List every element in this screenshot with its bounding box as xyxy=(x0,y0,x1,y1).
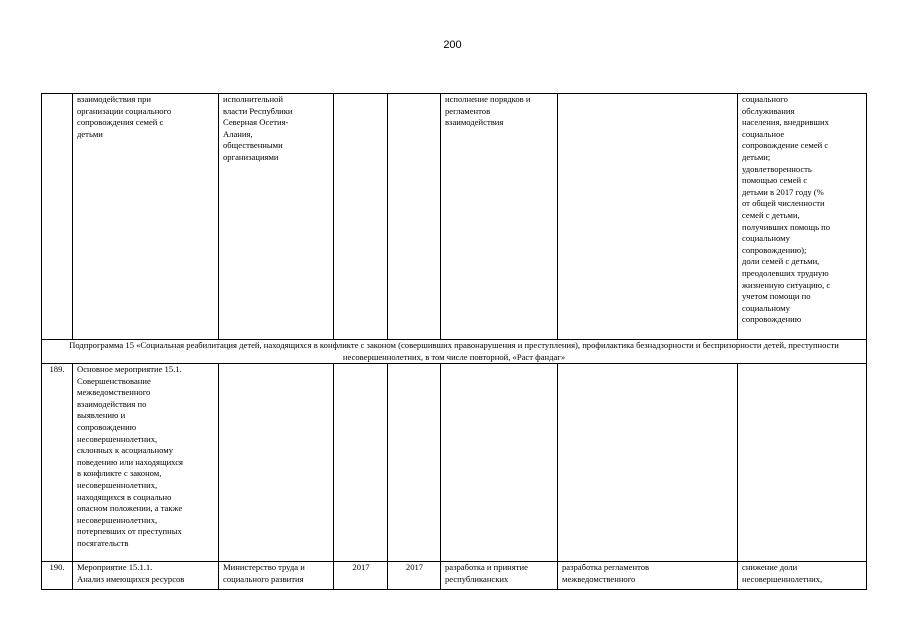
result-cell xyxy=(441,364,558,562)
indicator-cell: социального обслуживания населения, внедривших социальное сопровождение семей с детьми; удовлетворенность помощью семей с детьми в 2017 году (% от общей численности семей с детьми, получивших помощь по социальному сопровождению); доли семей с детьми, преодолевших трудную жизненную ситуацию, с учетом помощи по социальному сопровождению xyxy=(738,94,867,340)
row-number: 190. xyxy=(42,562,73,590)
activity-cell: Основное мероприятие 15.1. Совершенствование межведомственного взаимодействия по выявлению и сопровождению несовершеннолетних, склонных к асоциальному поведению или находящихся в конфликте с законом, несовершеннолетних, находящихся в социально опасном положении, а также несовершеннолетних, потерпевших от преступных посягательств xyxy=(73,364,219,562)
subprogram-row xyxy=(42,340,867,364)
year-start-cell xyxy=(334,364,388,562)
year-end-cell xyxy=(388,94,441,340)
activity-cell: взаимодействия при организации социального сопровождения семей с детьми xyxy=(73,94,219,340)
indicator-cell: снижение доли несовершеннолетних, xyxy=(738,562,867,590)
consequences-cell xyxy=(558,94,738,340)
subprogram-title: Подпрограмма 15 «Социальная реабилитация детей, находящихся в конфликте с законом (совершивших правонарушения и преступления), профилактика безнадзорности и беспризорности детей, преступности несовершеннолетних, в том числе повторной, «Раст фандаг» xyxy=(42,340,867,364)
table-row xyxy=(42,364,867,562)
consequences-cell xyxy=(558,364,738,562)
year-end-cell xyxy=(388,364,441,562)
executor-cell: Министерство труда и социального развития xyxy=(219,562,334,590)
executor-cell: исполнительной власти Республики Северная Осетия- Алания, общественными организациями xyxy=(219,94,334,340)
executor-cell xyxy=(219,364,334,562)
table-row xyxy=(42,94,867,340)
row-number xyxy=(42,94,73,340)
row-number: 189. xyxy=(42,364,73,562)
result-cell: исполнение порядков и регламентов взаимодействия xyxy=(441,94,558,340)
program-table xyxy=(41,93,867,590)
activity-cell: Мероприятие 15.1.1. Анализ имеющихся ресурсов xyxy=(73,562,219,590)
indicator-cell xyxy=(738,364,867,562)
year-start-cell: 2017 xyxy=(334,562,388,590)
result-cell: разработка и принятие республиканских xyxy=(441,562,558,590)
year-start-cell xyxy=(334,94,388,340)
table-row xyxy=(42,562,867,590)
consequences-cell: разработка регламентов межведомственного xyxy=(558,562,738,590)
year-end-cell: 2017 xyxy=(388,562,441,590)
page-number: 200 xyxy=(443,39,462,51)
